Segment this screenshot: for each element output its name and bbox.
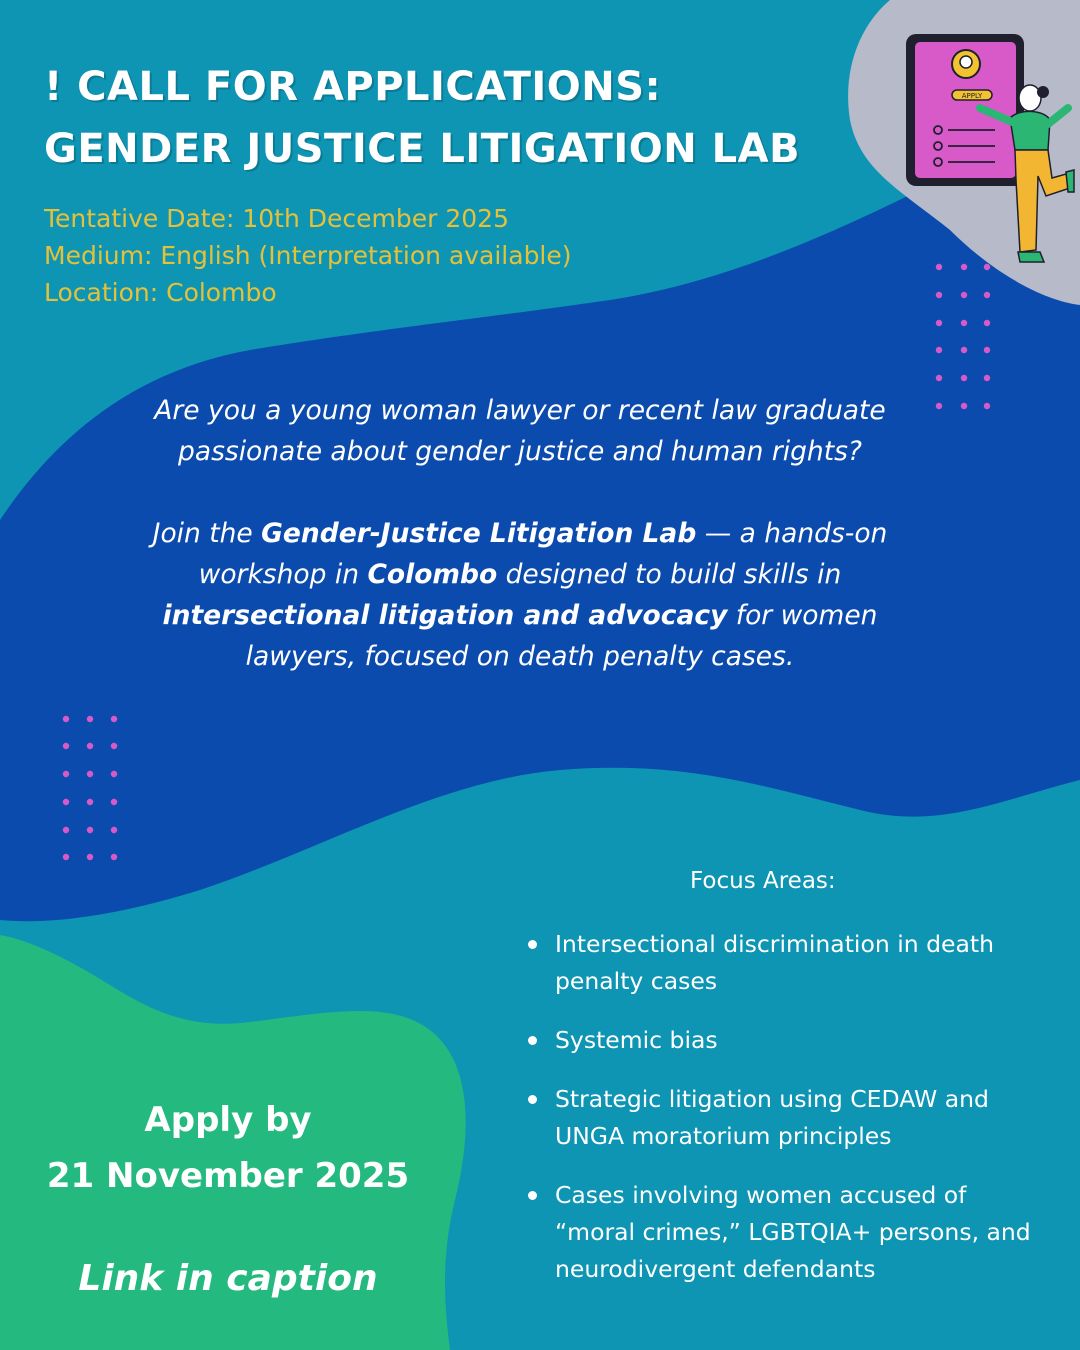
focus-item: Intersectional discrimination in death penalty cases (528, 926, 1048, 1000)
focus-list (528, 926, 1048, 1310)
join-text-2: — a hands-on workshop in (198, 518, 888, 590)
join-bold-program: Gender-Justice Litigation Lab (261, 518, 697, 549)
event-date: Tentative Date: 10th December 2025 (44, 204, 509, 233)
event-location: Location: Colombo (44, 278, 277, 307)
focus-item: Strategic litigation using CEDAW and UNGA moratorium principles (528, 1081, 1048, 1155)
intro-text (120, 390, 920, 677)
apply-line-2: 21 November 2025 (46, 1156, 410, 1196)
apply-button-label: APPLY (961, 92, 983, 100)
intro-join (120, 513, 920, 677)
apply-deadline (0, 1092, 456, 1204)
event-medium: Medium: English (Interpretation available) (44, 241, 572, 270)
apply-line-1: Apply by (144, 1100, 312, 1140)
link-in-caption: Link in caption (78, 1258, 378, 1299)
page-title (44, 56, 800, 180)
join-text-4: for women lawyers, focused on death penalty cases. (245, 600, 878, 672)
intro-question: Are you a young woman lawyer or recent law graduate passionate about gender justice and human rights? (154, 395, 886, 467)
join-text-3: designed to build skills in (497, 559, 842, 590)
focus-item: Systemic bias (528, 1022, 1048, 1059)
focus-item: Cases involving women accused of “moral crimes,” LGBTQIA+ persons, and neurodivergent defendants (528, 1177, 1048, 1288)
join-bold-skills: intersectional litigation and advocacy (162, 600, 728, 631)
join-bold-city: Colombo (367, 559, 498, 590)
title-line-2: GENDER JUSTICE LITIGATION LAB (44, 126, 801, 172)
title-line-1: ! CALL FOR APPLICATIONS: (44, 64, 662, 110)
event-details (44, 200, 572, 311)
join-text-1: Join the (152, 518, 262, 549)
focus-heading: Focus Areas: (690, 868, 836, 894)
